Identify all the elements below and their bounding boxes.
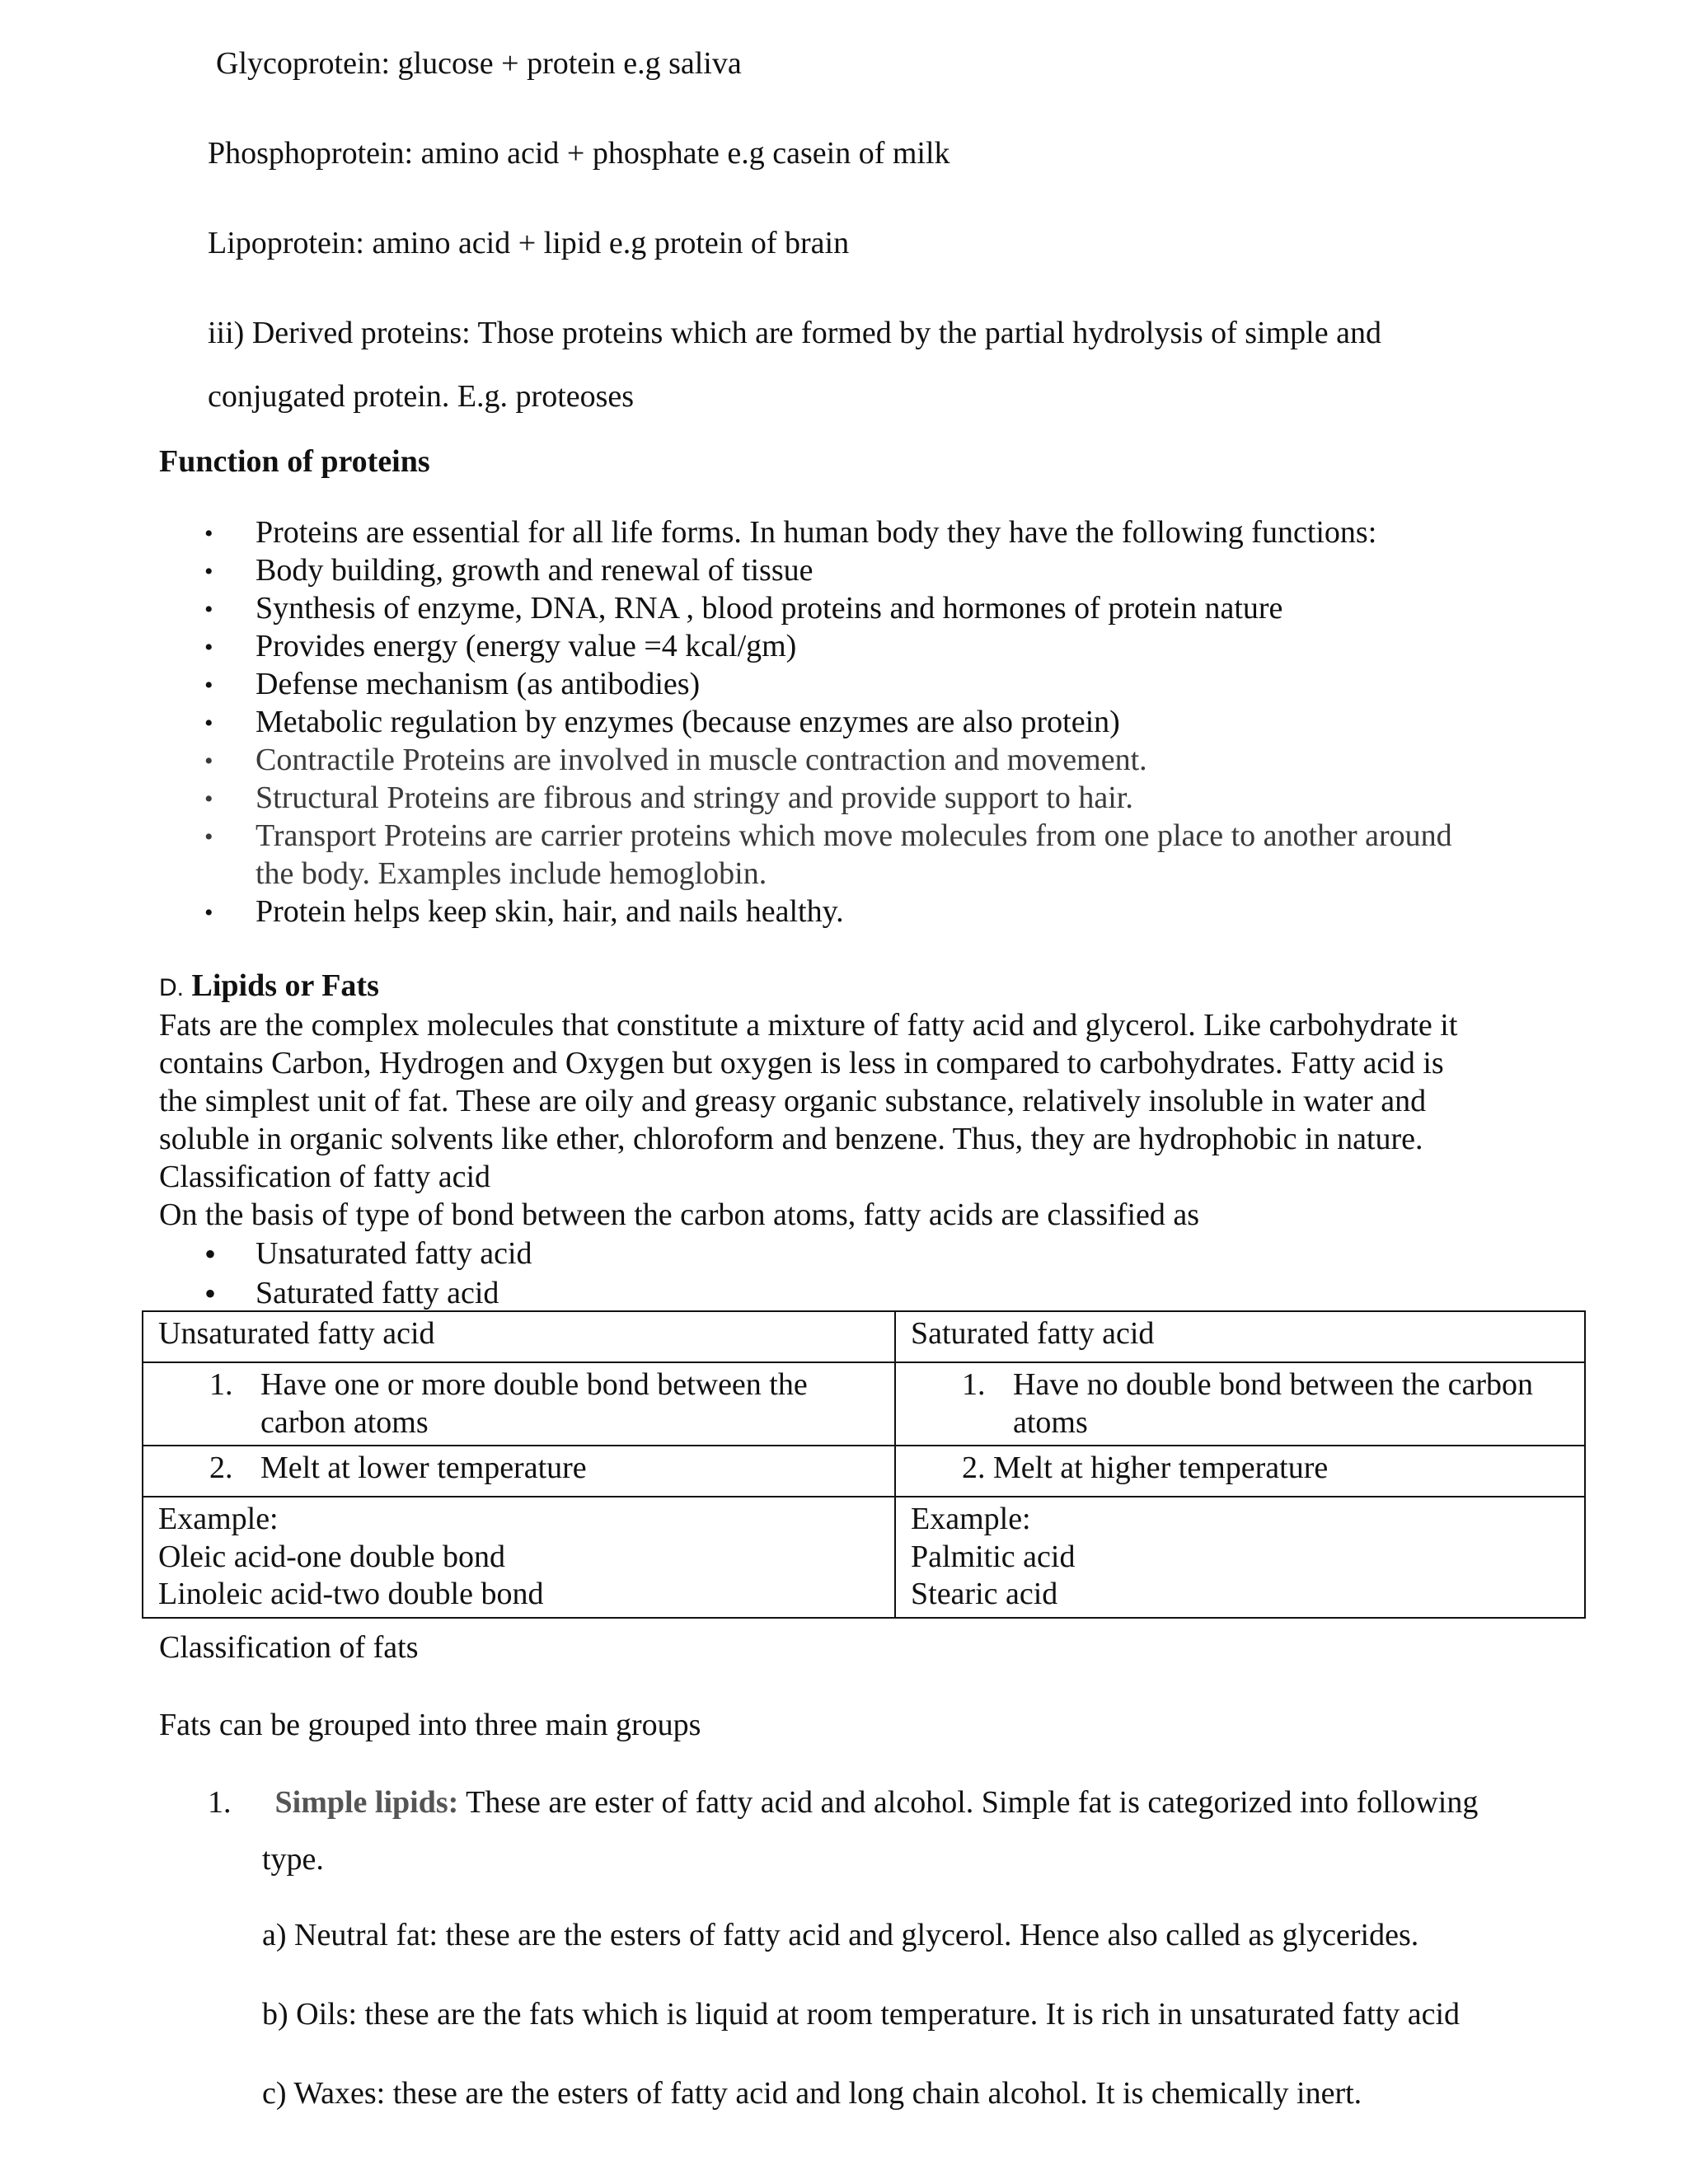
bullet-text: Metabolic regulation by enzymes (because enzymes are also protein)	[256, 705, 1120, 739]
example-line: Palmitic acid	[911, 1539, 1076, 1574]
neutral-fat-line: a) Neutral fat: these are the esters of fatty acid and glycerol. Hence also called as glycerides.	[262, 1918, 1419, 1952]
bullet-text: Body building, growth and renewal of tissue	[256, 553, 814, 588]
example-line: Linoleic acid-two double bond	[158, 1577, 544, 1612]
bullet-icon: •	[204, 520, 213, 547]
waxes-line: c) Waxes: these are the esters of fatty acid and long chain alcohol. It is chemically inert.	[262, 2076, 1362, 2111]
bullet-text: Contractile Proteins are involved in muscle contraction and movement.	[256, 743, 1147, 777]
simple-lipids-number: 1.	[208, 1785, 232, 1820]
bullet-text: Proteins are essential for all life forms. In human body they have the following functions:	[256, 515, 1377, 550]
basis-line: On the basis of type of bond between the carbon atoms, fatty acids are classified as	[159, 1197, 1200, 1232]
fatty-acid-table	[142, 1310, 1586, 1619]
table-cell	[143, 1446, 895, 1497]
glycoprotein-line: Glycoprotein: glucose + protein e.g saliva	[216, 46, 742, 81]
list-text: Have one or more double bond between the carbon atoms	[260, 1367, 808, 1440]
table-row	[143, 1446, 1585, 1497]
list-number: 1.	[962, 1367, 986, 1402]
bullet-icon: •	[204, 558, 213, 585]
example-line: Example:	[158, 1502, 279, 1537]
example-line: Oleic acid-one double bond	[158, 1539, 506, 1574]
bullet-icon: •	[204, 596, 213, 623]
table-header-unsaturated: Unsaturated fatty acid	[143, 1311, 895, 1362]
bullet-icon: •	[204, 748, 213, 775]
bullet-icon: •	[204, 1275, 217, 1312]
simple-lipids-line-2: type.	[262, 1842, 324, 1877]
simple-lipids-text: These are ester of fatty acid and alcohol. Simple fat is categorized into following	[458, 1785, 1479, 1820]
table-cell-examples-left	[143, 1497, 895, 1618]
bullet-icon: •	[204, 672, 213, 699]
classification-fatty-acid: Classification of fatty acid	[159, 1160, 491, 1194]
groups-intro: Fats can be grouped into three main groups	[159, 1708, 701, 1742]
table-cell	[895, 1446, 1585, 1497]
list-item	[962, 1366, 1569, 1441]
table-cell	[895, 1362, 1585, 1446]
bullet-text: Saturated fatty acid	[256, 1276, 499, 1310]
table-row	[143, 1497, 1585, 1618]
simple-lipids-line-1	[208, 1785, 1478, 1821]
table-cell-examples-right	[895, 1497, 1585, 1618]
list-text: 2. Melt at higher temperature	[962, 1451, 1329, 1486]
bullet-text: Defense mechanism (as antibodies)	[256, 667, 701, 701]
lipids-paragraph-line: contains Carbon, Hydrogen and Oxygen but oxygen is less in compared to carbohydrates. Fatty acid is	[159, 1046, 1444, 1080]
list-text: Have no double bond between the carbon atoms	[1013, 1367, 1534, 1440]
list-item	[209, 1450, 879, 1488]
classification-fats: Classification of fats	[159, 1630, 419, 1665]
bullet-text: Structural Proteins are fibrous and stringy and provide support to hair.	[256, 780, 1133, 815]
lipids-prefix: D.	[159, 974, 184, 1001]
phosphoprotein-line: Phosphoprotein: amino acid + phosphate e.g casein of milk	[208, 136, 950, 171]
bullet-text: Unsaturated fatty acid	[256, 1236, 532, 1271]
bullet-icon: •	[204, 1235, 217, 1272]
table-row	[143, 1311, 1585, 1362]
function-heading: Function of proteins	[159, 444, 430, 479]
derived-proteins-line-1: iii) Derived proteins: Those proteins which are formed by the partial hydrolysis of simple and	[208, 316, 1381, 350]
list-number: 1.	[209, 1367, 233, 1402]
bullet-text: Provides energy (energy value =4 kcal/gm)	[256, 629, 797, 663]
bullet-icon: •	[204, 710, 213, 737]
bullet-text: Synthesis of enzyme, DNA, RNA , blood proteins and hormones of protein nature	[256, 591, 1283, 626]
bullet-icon: •	[204, 899, 213, 926]
bullet-icon: •	[204, 785, 213, 813]
table-cell	[143, 1362, 895, 1446]
bullet-continuation: the body. Examples include hemoglobin.	[256, 856, 767, 891]
lipoprotein-line: Lipoprotein: amino acid + lipid e.g protein of brain	[208, 226, 850, 260]
example-line: Example:	[911, 1502, 1031, 1537]
lipids-paragraph-line: soluble in organic solvents like ether, chloroform and benzene. Thus, they are hydrophobic in nature.	[159, 1122, 1423, 1156]
derived-proteins-line-2: conjugated protein. E.g. proteoses	[208, 379, 635, 414]
simple-lipids-label: Simple lipids:	[274, 1785, 459, 1820]
table-header-saturated: Saturated fatty acid	[895, 1311, 1585, 1362]
bullet-icon: •	[204, 634, 213, 661]
bullet-text: Transport Proteins are carrier proteins which move molecules from one place to another around	[256, 818, 1452, 853]
example-line: Stearic acid	[911, 1577, 1058, 1612]
list-number: 2.	[209, 1451, 233, 1486]
lipids-heading	[159, 968, 379, 1005]
lipids-paragraph-line: Fats are the complex molecules that constitute a mixture of fatty acid and glycerol. Like carbohydrate it	[159, 1008, 1458, 1043]
list-item	[209, 1366, 879, 1441]
lipids-paragraph-line: the simplest unit of fat. These are oily and greasy organic substance, relatively insoluble in water and	[159, 1084, 1427, 1118]
lipids-title: Lipids or Fats	[191, 968, 379, 1003]
oils-line: b) Oils: these are the fats which is liquid at room temperature. It is rich in unsaturated fatty acid	[262, 1997, 1461, 2032]
list-text: Melt at lower temperature	[260, 1451, 587, 1486]
bullet-icon: •	[204, 823, 213, 851]
table-row	[143, 1362, 1585, 1446]
bullet-text: Protein helps keep skin, hair, and nails healthy.	[256, 894, 844, 929]
